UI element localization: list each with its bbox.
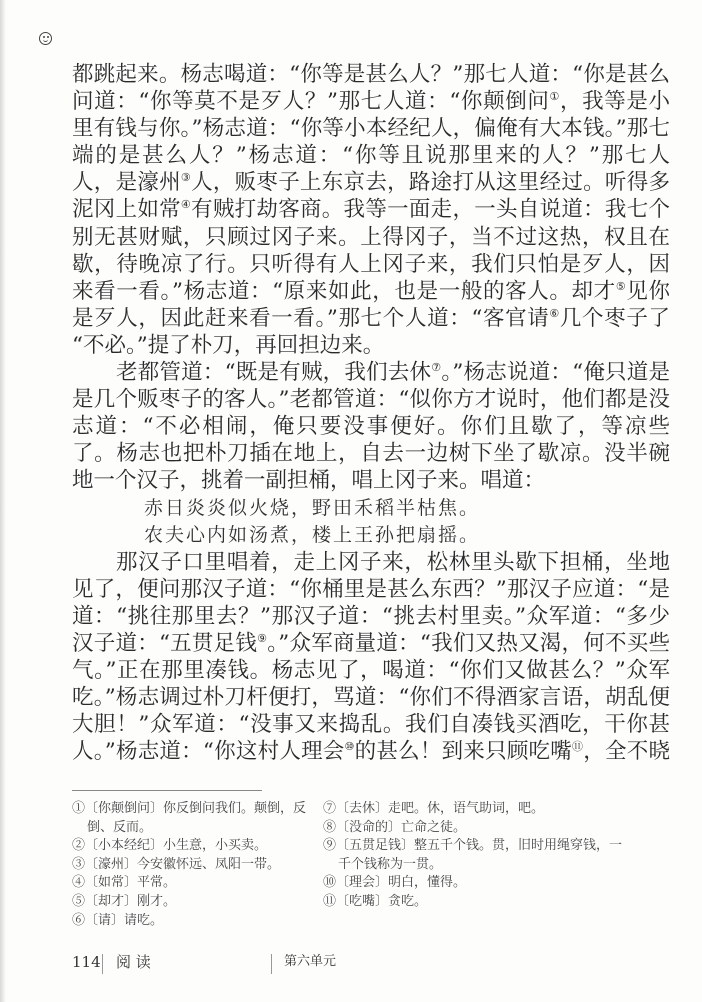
footnote: ⑦〔去休〕走吧。休，语气助词，吧。 — [323, 801, 545, 816]
text-run: 。”杨志说道：“俺只道是 — [441, 360, 670, 386]
text-line — [72, 332, 670, 359]
footer-section: 阅 读 — [116, 953, 151, 971]
footnotes-right-column — [323, 800, 623, 912]
text-run: 有贼打劫客商。我等一面走，一头自说道：我七个 — [191, 197, 670, 223]
text-run: 汉子道：“五贯足钱 — [72, 630, 258, 656]
page-number: 114 — [72, 953, 101, 971]
text-run: 了。杨志也把朴刀插在地上，自去一边树下坐了歇凉。没半碗 — [72, 441, 670, 467]
text-line — [72, 224, 670, 251]
footer-separator — [102, 954, 103, 974]
text-run: 见了，便问那汉子道：“你桶里是甚么东西？”那汉子应道：“是 — [72, 576, 670, 602]
poem-line — [72, 495, 670, 522]
text-line — [72, 467, 670, 494]
text-line — [72, 88, 670, 115]
footnote-marker: ⑦ — [431, 361, 442, 375]
main-text — [72, 61, 670, 765]
text-run: 那汉子口里唱着，走上冈子来，松林里头歇下担桶，坐地 — [116, 549, 670, 575]
text-run: 人。”杨志道：“你这村人理会 — [72, 739, 345, 765]
text-line — [72, 115, 670, 142]
text-line — [72, 169, 670, 196]
text-run: ，全不晓 — [583, 739, 670, 765]
text-run: 气。”正在那里凑钱。杨志见了，喝道：“你们又做甚么？”众军 — [72, 658, 670, 684]
text-line — [72, 657, 670, 684]
text-line — [72, 142, 670, 169]
text-run: 志道：“不必相闹，俺只要没事便好。你们且歇了，等凉些 — [72, 414, 670, 440]
text-line — [72, 738, 670, 765]
text-line — [72, 196, 670, 223]
text-run: 泥冈上如常 — [72, 197, 181, 223]
text-line — [72, 251, 670, 278]
text-run: 地一个汉子，挑着一副担桶，唱上冈子来。唱道： — [72, 468, 546, 494]
text-run: 的甚么！到来只顾吃嘴 — [354, 739, 573, 765]
text-line — [72, 549, 670, 576]
text-run: 都跳起来。杨志喝道：“你等是甚么人？”那七人道：“你是甚么 — [72, 62, 670, 87]
text-line — [72, 711, 670, 738]
text-run: 道：“挑往那里去？”那汉子道：“挑去村里卖。”众军道：“多少 — [72, 603, 670, 629]
text-run: 老都管道：“既是有贼，我们去休 — [116, 360, 432, 386]
footer-unit: 第六单元 — [284, 954, 337, 969]
text-run: 别无甚财赋，只顾过冈子来。上得冈子，当不过这热，权且在 — [72, 224, 670, 250]
footnote-marker: ⑥ — [549, 306, 560, 320]
text-run: 吃。”杨志调过朴刀杆便打，骂道：“你们不得酒家言语，胡乱便 — [72, 685, 670, 711]
footnote-marker: ⑤ — [615, 279, 627, 293]
footnote: ⑥〔请〕请吃。 — [72, 912, 164, 928]
footnote-marker: ⑩ — [344, 740, 355, 754]
text-line — [72, 413, 670, 440]
footnote: ②〔小本经纪〕小生意，小买卖。 — [72, 838, 268, 854]
footnote: ④〔如常〕平常。 — [72, 875, 177, 891]
footnote-marker: ① — [549, 90, 560, 104]
text-run: 问道：“你等莫不是歹人？”那七人道：“你颠倒问 — [72, 89, 550, 115]
footnote: ⑤〔却才〕刚才。 — [72, 893, 177, 909]
footnote: ⑪〔吃嘴〕贪吃。 — [323, 893, 428, 909]
text-run: 歇，待晚凉了行。只听得有人上冈子来，我们只怕是歹人，因 — [72, 251, 670, 277]
footnotes-left-column — [72, 800, 312, 930]
text-run: “不必。”提了朴刀，再回担边来。 — [72, 332, 385, 358]
text-run: 来看一看。”杨志道：“原来如此，也是一般的客人。却才 — [72, 278, 616, 304]
footnote-marker: ⑨ — [257, 631, 268, 645]
page-edge-shadow — [0, 0, 6, 1002]
smiley-face-icon — [39, 32, 52, 45]
text-run: 里有钱与你。”杨志道：“你等小本经纪人，偏俺有大本钱。”那七 — [72, 116, 670, 142]
text-run: 农夫心内如汤煮，楼上王孙把扇摇。 — [144, 523, 481, 546]
footnote-marker: ④ — [180, 198, 192, 212]
text-run: 赤日炎炎似火烧，野田禾稻半枯焦。 — [144, 496, 481, 519]
text-run: ，我等是小 — [559, 89, 670, 115]
text-run: 人，是濠州 — [72, 170, 181, 196]
text-run: 是几个贩枣子的客人。”老都管道：“似你方才说时，他们都是没 — [72, 387, 670, 413]
footnote: ⑨〔五贯足钱〕整五千个钱。贯，旧时用绳穿钱，一千个钱称为一贯。 — [323, 838, 623, 872]
text-line — [72, 386, 670, 413]
text-line — [72, 576, 670, 603]
text-run: 是歹人，因此赶来看一看。”那七个人道：“客官请 — [72, 305, 550, 331]
text-line — [72, 359, 670, 386]
text-line — [72, 630, 670, 657]
text-run: 大胆！”众军道：“没事又来捣乱。我们自凑钱买酒吃，干你甚 — [72, 712, 670, 738]
footnote: ⑩〔理会〕明白，懂得。 — [323, 875, 467, 891]
text-run: 人，贩枣子上东京去，路途打从这里经过。听得多 — [191, 170, 670, 196]
text-line — [72, 684, 670, 711]
footer-separator — [271, 954, 272, 974]
text-line — [72, 440, 670, 467]
text-run: 几个枣子了 — [559, 305, 670, 331]
text-run: 见你 — [626, 278, 670, 304]
text-line — [72, 61, 670, 88]
text-line — [72, 278, 670, 305]
footnote: ③〔濠州〕今安徽怀远、凤阳一带。 — [72, 856, 281, 872]
footnote: ①〔你颠倒问〕你反倒问我们。颠倒，反倒、反而。 — [72, 801, 307, 835]
text-run: 。”众军商量道：“我们又热又渴，何不买些 — [267, 630, 670, 656]
footnote: ⑧〔没命的〕亡命之徒。 — [323, 819, 467, 835]
footnote-marker: ③ — [180, 171, 192, 185]
poem-line — [72, 522, 670, 549]
text-run: 端的是甚么人？”杨志道：“你等且说那里来的人？”那七人 — [72, 143, 670, 169]
footnote-marker: ⑪ — [572, 740, 584, 754]
footnote-divider — [72, 790, 262, 791]
text-line — [72, 603, 670, 630]
text-line — [72, 305, 670, 332]
